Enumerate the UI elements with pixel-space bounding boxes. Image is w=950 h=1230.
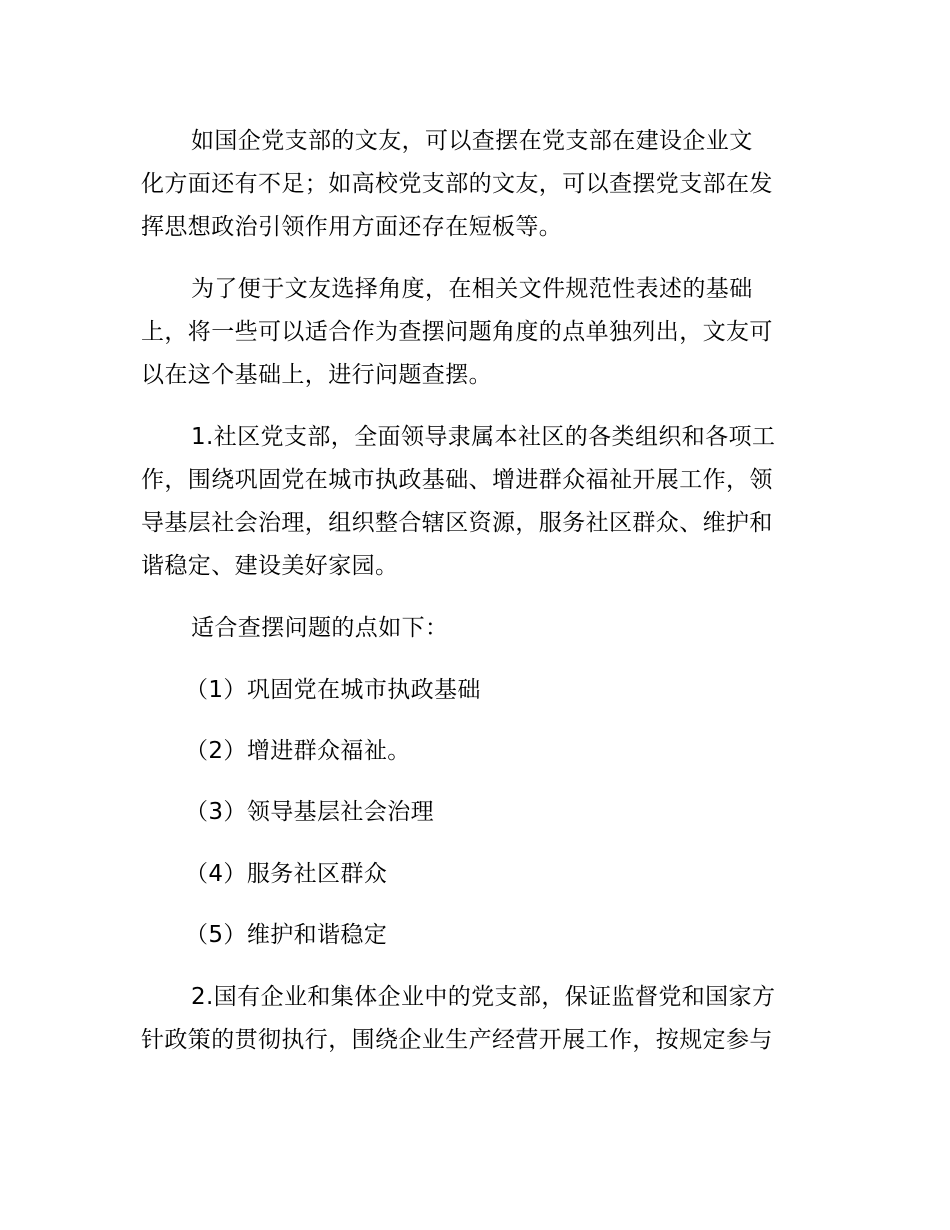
list-item-1: （1）巩固党在城市执政基础	[185, 677, 481, 703]
paragraph-1-line-2: 化方面还有不足；如高校党支部的文友，可以查摆党支部在发	[141, 171, 773, 197]
list-item-4: （4）服务社区群众	[185, 861, 388, 887]
paragraph-2-line-1: 为了便于文友选择角度，在相关文件规范性表述的基础	[191, 276, 753, 302]
list-intro: 适合查摆问题的点如下：	[191, 615, 449, 641]
paragraph-1-line-1: 如国企党支部的文友，可以查摆在党支部在建设企业文	[191, 128, 753, 154]
paragraph-4-line-2: 针政策的贯彻执行，围绕企业生产经营开展工作，按规定参与	[141, 1027, 773, 1053]
list-item-3: （3）领导基层社会治理	[185, 799, 435, 825]
paragraph-3-line-1: 1.社区党支部，全面领导隶属本社区的各类组织和各项工	[191, 424, 776, 450]
paragraph-3-line-4: 谐稳定、建设美好家园。	[141, 553, 399, 579]
list-item-5: （5）维护和谐稳定	[185, 922, 388, 948]
list-item-2: （2）增进群众福祉。	[185, 738, 411, 764]
paragraph-3-line-3: 导基层社会治理，组织整合辖区资源，服务社区群众、维护和	[141, 510, 773, 536]
paragraph-4-line-1: 2.国有企业和集体企业中的党支部，保证监督党和国家方	[191, 984, 776, 1010]
paragraph-1-line-3: 挥思想政治引领作用方面还存在短板等。	[141, 214, 563, 240]
paragraph-2-line-3: 以在这个基础上，进行问题查摆。	[141, 362, 492, 388]
paragraph-3-line-2: 作，围绕巩固党在城市执政基础、增进群众福祉开展工作，领	[141, 467, 773, 493]
paragraph-2-line-2: 上，将一些可以适合作为查摆问题角度的点单独列出，文友可	[141, 319, 773, 345]
